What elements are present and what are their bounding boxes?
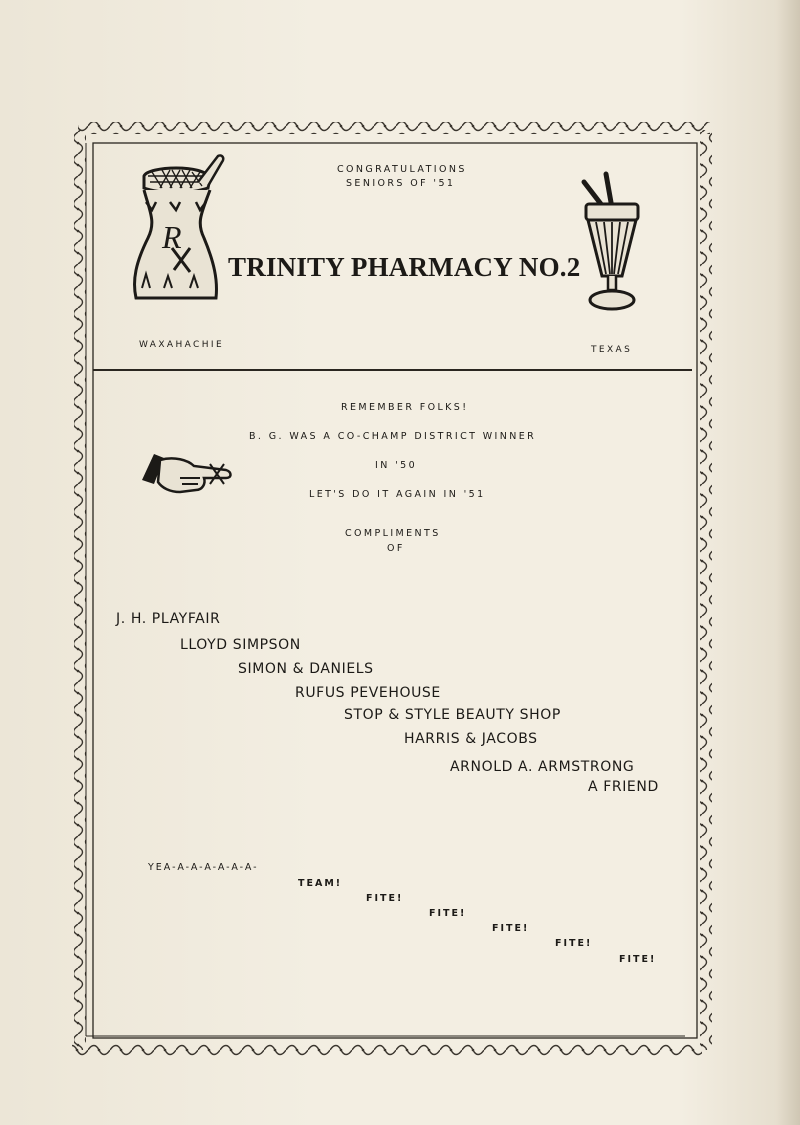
city-text: WAXAHACHIE	[139, 340, 225, 350]
cheer-line: YEA-A-A-A-A-A-A-	[148, 862, 259, 873]
soda-glass-icon	[578, 168, 646, 318]
sponsor-name: RUFUS PEVEHOUSE	[295, 685, 441, 701]
do-it-again-text: LET'S DO IT AGAIN IN '51	[309, 489, 486, 500]
cheer-line: FITE!	[555, 938, 593, 949]
congratulations-text: CONGRATULATIONS	[337, 164, 467, 175]
mortar-and-pestle-rx-icon	[126, 152, 226, 307]
sponsor-name: J. H. PLAYFAIR	[116, 611, 221, 627]
cheer-line: FITE!	[366, 893, 404, 904]
svg-text:R: R	[162, 219, 182, 255]
sponsor-name: STOP & STYLE BEAUTY SHOP	[344, 707, 561, 723]
sponsor-name: SIMON & DANIELS	[238, 661, 374, 677]
cheer-line: FITE!	[429, 908, 467, 919]
of-text: OF	[387, 543, 405, 554]
sponsor-name: LLOYD SIMPSON	[180, 637, 301, 653]
seniors-text: SENIORS OF '51	[346, 178, 456, 189]
sponsor-name: ARNOLD A. ARMSTRONG	[450, 759, 635, 775]
cheer-line: FITE!	[492, 923, 530, 934]
sponsor-name: HARRIS & JACOBS	[404, 731, 538, 747]
year-50-text: IN '50	[375, 460, 418, 471]
state-text: TEXAS	[591, 345, 633, 355]
co-champ-text: B. G. WAS A CO-CHAMP DISTRICT WINNER	[249, 431, 537, 442]
pointing-hand-icon	[140, 446, 232, 498]
page-title: TRINITY PHARMACY NO.2	[228, 252, 581, 282]
sponsor-name: A FRIEND	[588, 779, 659, 795]
compliments-text: COMPLIMENTS	[345, 528, 441, 539]
cheer-line: FITE!	[619, 954, 657, 965]
cheer-line: TEAM!	[298, 878, 343, 889]
remember-text: REMEMBER FOLKS!	[341, 402, 469, 413]
